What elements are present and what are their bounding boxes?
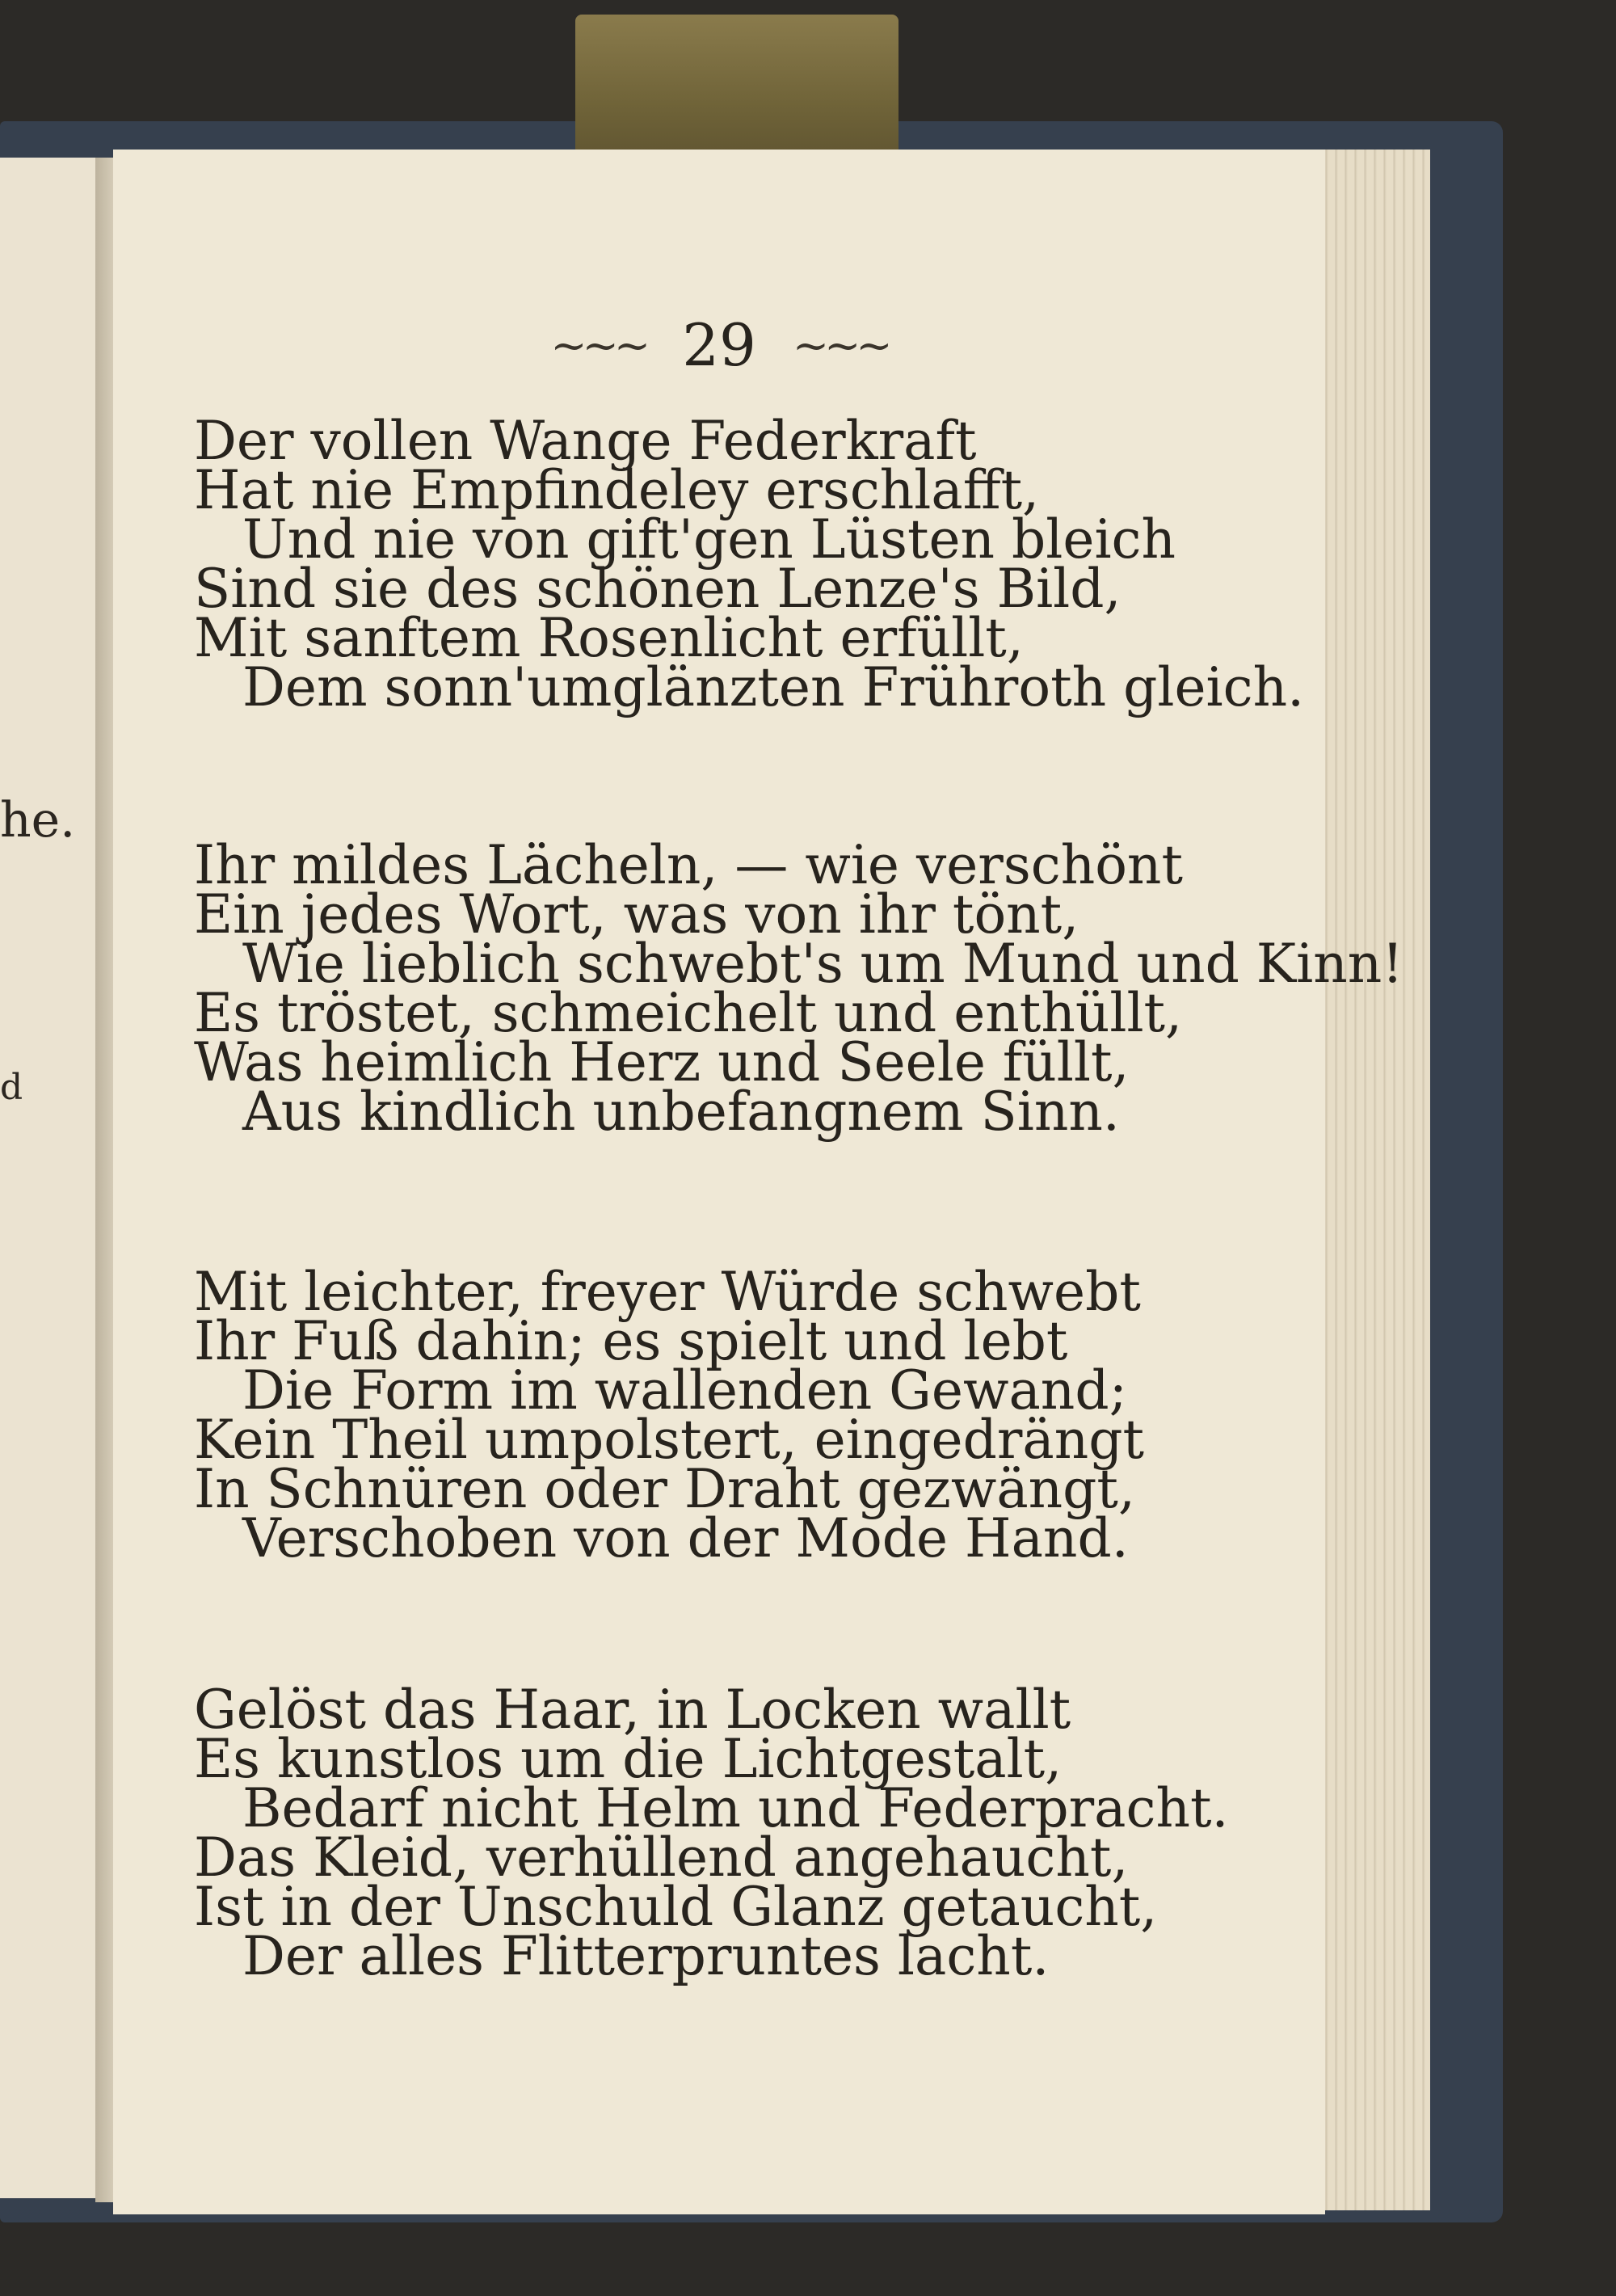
verse-line: Aus kindlich unbefangnem Sinn. xyxy=(242,1081,1120,1143)
verse-line: Kein Theil umpolstert, eingedrängt xyxy=(194,1409,1145,1471)
left-page-edge xyxy=(0,158,102,2198)
stanza-1 xyxy=(194,410,1305,718)
verse-line: Gelöst das Haar, in Locken wallt xyxy=(194,1679,1071,1741)
verse-line: In Schnüren oder Draht gezwängt, xyxy=(194,1458,1135,1520)
header-ornament-right: ~~~ xyxy=(792,319,888,371)
page-number: 29 xyxy=(682,311,756,379)
stanza-2 xyxy=(194,834,1403,1143)
verse-line: Mit sanftem Rosenlicht erfüllt, xyxy=(194,607,1024,669)
verse-line: Bedarf nicht Helm und Federpracht. xyxy=(242,1777,1229,1839)
verse-line: Der alles Flitterpruntes lacht. xyxy=(242,1925,1050,1987)
verse-line: Der vollen Wange Federkraft xyxy=(194,410,977,472)
bookmark-ribbon xyxy=(575,15,898,168)
verse-line: Und nie von gift'gen Lüsten bleich xyxy=(242,508,1176,571)
verse-line: Dem sonn'umglänzten Frühroth gleich. xyxy=(242,656,1305,718)
left-page-fragment: d xyxy=(0,1067,23,1108)
page-edges xyxy=(1309,150,1430,2210)
left-page-fragment: he. xyxy=(0,792,76,849)
verse-line: Hat nie Empfindeley erschlafft, xyxy=(194,459,1040,521)
verse-line: Ein jedes Wort, was von ihr tönt, xyxy=(194,883,1079,946)
verse-line: Es kunstlos um die Lichtgestalt, xyxy=(194,1728,1063,1790)
verse-line: Was heimlich Herz und Seele füllt, xyxy=(194,1031,1130,1093)
verse-line: Ihr mildes Lächeln, — wie verschönt xyxy=(194,834,1183,896)
verse-line: Die Form im wallenden Gewand; xyxy=(242,1359,1127,1422)
stanza-4 xyxy=(194,1679,1229,1987)
verse-line: Sind sie des schönen Lenze's Bild, xyxy=(194,558,1122,620)
right-page xyxy=(113,150,1403,2214)
verse-line: Ist in der Unschuld Glanz getaucht, xyxy=(194,1876,1158,1938)
verse-line: Mit leichter, freyer Würde schwebt xyxy=(194,1261,1141,1323)
verse-line: Das Kleid, verhüllend angehaucht, xyxy=(194,1826,1129,1889)
page-header xyxy=(113,311,1325,379)
verse-line: Ihr Fuß dahin; es spielt und lebt xyxy=(194,1310,1068,1372)
verse-line: Wie lieblich schwebt's um Mund und Kinn! xyxy=(242,933,1403,995)
stanza-3 xyxy=(194,1261,1145,1569)
verse-line: Es tröstet, schmeichelt und enthüllt, xyxy=(194,982,1183,1044)
verse-line: Verschoben von der Mode Hand. xyxy=(242,1507,1129,1569)
header-ornament-left: ~~~ xyxy=(550,319,646,371)
